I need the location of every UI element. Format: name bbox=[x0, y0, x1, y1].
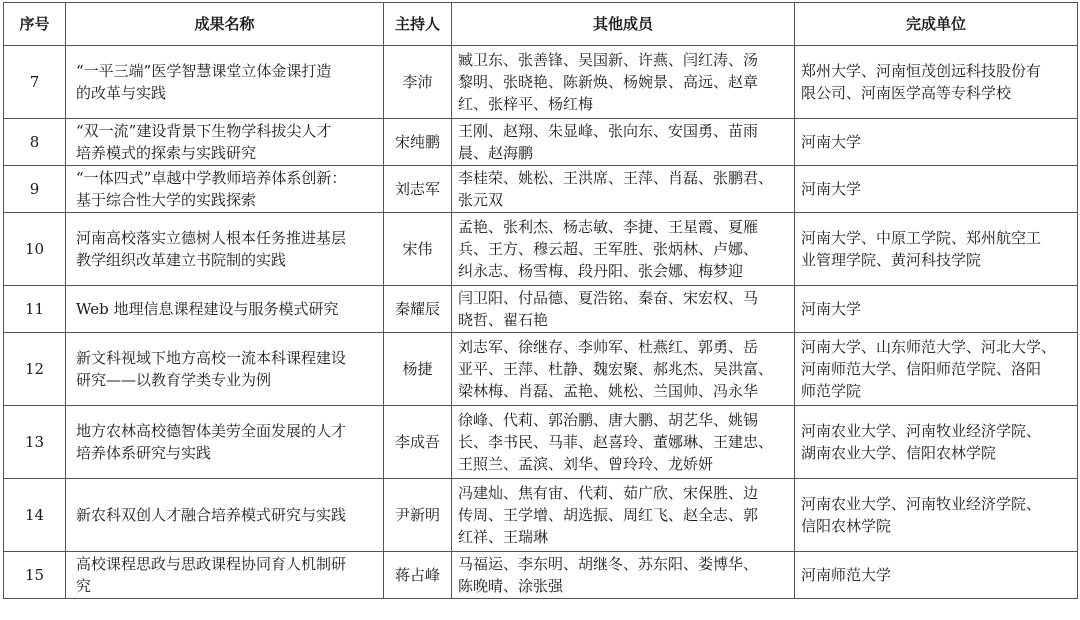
row-unit: 河南农业大学、河南牧业经济学院、 湖南农业大学、信阳农林学院 bbox=[795, 406, 1078, 479]
row-no: 8 bbox=[4, 119, 66, 166]
header-unit: 完成单位 bbox=[795, 3, 1078, 46]
row-name: “一体四式”卓越中学教师培养体系创新： 基于综合性大学的实践探索 bbox=[66, 166, 384, 213]
row-unit: 河南大学 bbox=[795, 166, 1078, 213]
row-host: 秦耀辰 bbox=[384, 286, 452, 333]
row-host: 蒋占峰 bbox=[384, 552, 452, 599]
row-members: 王刚、赵翔、朱显峰、张向东、安国勇、苗雨 晨、赵海鹏 bbox=[452, 119, 795, 166]
row-name: 高校课程思政与思政课程协同育人机制研 究 bbox=[66, 552, 384, 599]
row-no: 15 bbox=[4, 552, 66, 599]
row-host: 尹新明 bbox=[384, 479, 452, 552]
results-table bbox=[3, 2, 1078, 599]
row-unit: 河南大学、中原工学院、郑州航空工 业管理学院、黄河科技学院 bbox=[795, 213, 1078, 286]
table-row bbox=[4, 333, 1078, 406]
row-host: 宋纯鹏 bbox=[384, 119, 452, 166]
row-members: 闫卫阳、付品德、夏浩铭、秦奋、宋宏权、马 晓哲、翟石艳 bbox=[452, 286, 795, 333]
row-members: 臧卫东、张善锋、吴国新、许燕、闫红涛、汤 黎明、张晓艳、陈新焕、杨婉景、高远、赵章 红、张梓平、杨红梅 bbox=[452, 46, 795, 119]
row-unit: 郑州大学、河南恒茂创远科技股份有 限公司、河南医学高等专科学校 bbox=[795, 46, 1078, 119]
row-members: 刘志军、徐继存、李帅军、杜燕红、郭勇、岳 亚平、王萍、杜静、魏宏聚、郝兆杰、吴洪富、 梁林梅、肖磊、孟艳、姚松、兰国帅、冯永华 bbox=[452, 333, 795, 406]
row-host: 宋伟 bbox=[384, 213, 452, 286]
row-unit: 河南农业大学、河南牧业经济学院、 信阳农林学院 bbox=[795, 479, 1078, 552]
row-members: 冯建灿、焦有宙、代莉、茹广欣、宋保胜、边 传周、王学增、胡选振、周红飞、赵全志、郭 红祥、王瑞琳 bbox=[452, 479, 795, 552]
table-row bbox=[4, 479, 1078, 552]
table-row bbox=[4, 166, 1078, 213]
table-row bbox=[4, 46, 1078, 119]
row-members: 徐峰、代莉、郭治鹏、唐大鹏、胡艺华、姚锡 长、李书民、马菲、赵喜玲、董娜琳、王建忠、 王照兰、孟滨、刘华、曾玲玲、龙娇妍 bbox=[452, 406, 795, 479]
row-name: 河南高校落实立德树人根本任务推进基层 教学组织改革建立书院制的实践 bbox=[66, 213, 384, 286]
row-name: Web 地理信息课程建设与服务模式研究 bbox=[66, 286, 384, 333]
table-row bbox=[4, 286, 1078, 333]
row-unit: 河南大学 bbox=[795, 286, 1078, 333]
row-no: 14 bbox=[4, 479, 66, 552]
row-name: “一平三端”医学智慧课堂立体金课打造 的改革与实践 bbox=[66, 46, 384, 119]
row-name: 地方农林高校德智体美劳全面发展的人才 培养体系研究与实践 bbox=[66, 406, 384, 479]
table-row bbox=[4, 406, 1078, 479]
row-members: 马福运、李东明、胡继冬、苏东阳、娄博华、 陈晚晴、涂张强 bbox=[452, 552, 795, 599]
table-header-row bbox=[4, 3, 1078, 46]
row-host: 杨捷 bbox=[384, 333, 452, 406]
header-name: 成果名称 bbox=[66, 3, 384, 46]
row-no: 12 bbox=[4, 333, 66, 406]
row-host: 李沛 bbox=[384, 46, 452, 119]
row-host: 刘志军 bbox=[384, 166, 452, 213]
table-row bbox=[4, 552, 1078, 599]
row-no: 9 bbox=[4, 166, 66, 213]
row-no: 7 bbox=[4, 46, 66, 119]
header-host: 主持人 bbox=[384, 3, 452, 46]
table-row bbox=[4, 213, 1078, 286]
row-host: 李成吾 bbox=[384, 406, 452, 479]
row-name: 新文科视域下地方高校一流本科课程建设 研究——以教育学类专业为例 bbox=[66, 333, 384, 406]
row-members: 孟艳、张利杰、杨志敏、李捷、王星霞、夏雁 兵、王方、穆云超、王军胜、张炳林、卢娜、 纠永志、杨雪梅、段丹阳、张会娜、梅梦迎 bbox=[452, 213, 795, 286]
row-unit: 河南大学、山东师范大学、河北大学、 河南师范大学、信阳师范学院、洛阳 师范学院 bbox=[795, 333, 1078, 406]
header-no: 序号 bbox=[4, 3, 66, 46]
row-no: 11 bbox=[4, 286, 66, 333]
row-unit: 河南师范大学 bbox=[795, 552, 1078, 599]
row-name: “双一流”建设背景下生物学科拔尖人才 培养模式的探索与实践研究 bbox=[66, 119, 384, 166]
row-no: 10 bbox=[4, 213, 66, 286]
row-members: 李桂荣、姚松、王洪席、王萍、肖磊、张鹏君、 张元双 bbox=[452, 166, 795, 213]
row-no: 13 bbox=[4, 406, 66, 479]
row-name: 新农科双创人才融合培养模式研究与实践 bbox=[66, 479, 384, 552]
row-unit: 河南大学 bbox=[795, 119, 1078, 166]
table-row bbox=[4, 119, 1078, 166]
header-members: 其他成员 bbox=[452, 3, 795, 46]
